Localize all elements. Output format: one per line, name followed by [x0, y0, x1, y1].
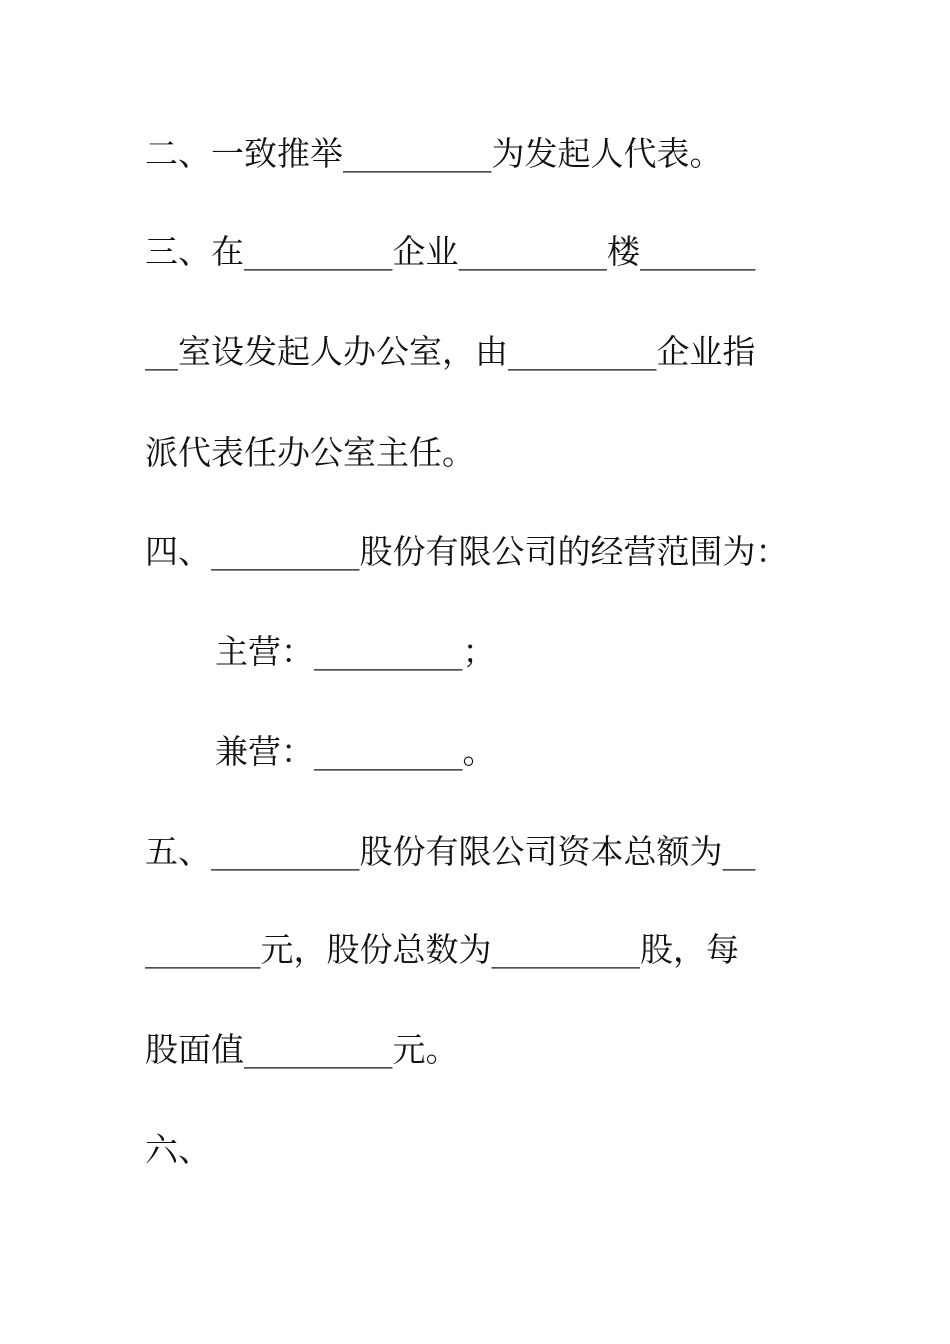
clause-6-line: 六、 — [145, 1130, 211, 1169]
clause-3-line-1: 三、在_________企业_________楼_______ — [145, 232, 756, 271]
clause-5-line-1: 五、_________股份有限公司资本总额为__ — [145, 832, 756, 871]
clause-3-line-2: __室设发起人办公室，由_________企业指 — [145, 332, 756, 371]
side-business-line: 兼营：_________。 — [215, 732, 496, 771]
clause-4-line-1: 四、_________股份有限公司的经营范围为： — [145, 532, 789, 571]
main-business-line: 主营：_________； — [215, 632, 496, 671]
clause-3-line-3: 派代表任办公室主任。 — [145, 433, 475, 472]
clause-5-line-3: 股面值_________元。 — [145, 1030, 459, 1069]
clause-2-line: 二、一致推举_________为发起人代表。 — [145, 134, 723, 173]
clause-5-line-2: _______元，股份总数为_________股，每 — [145, 930, 739, 969]
